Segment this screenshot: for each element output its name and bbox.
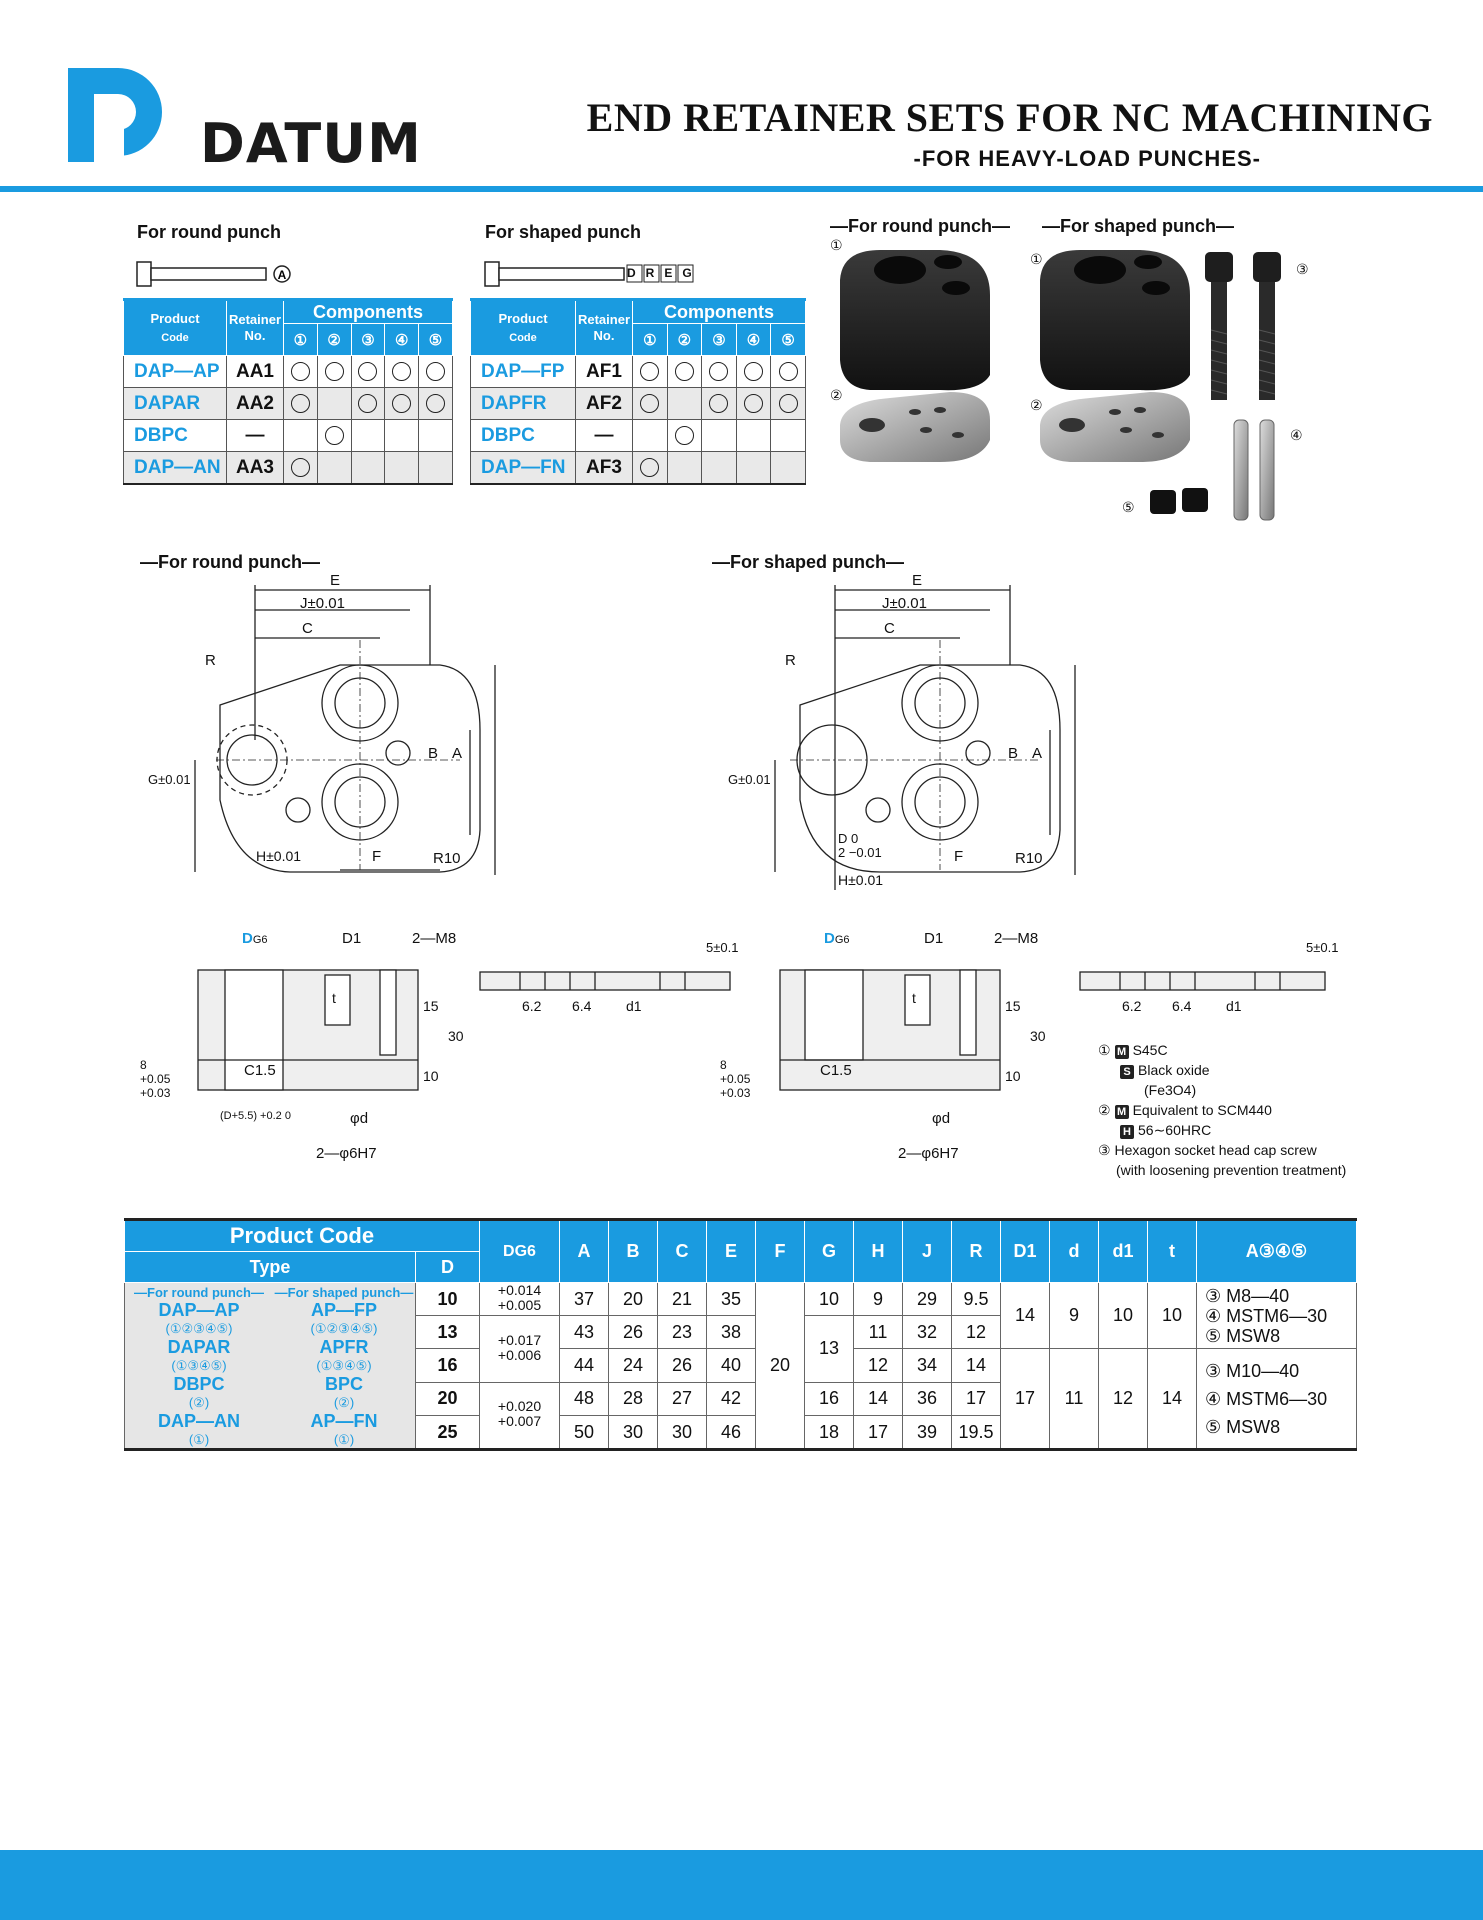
dim-c-round: C <box>302 620 313 637</box>
datum-logo-icon <box>68 68 162 162</box>
dim-8-round: 8 +0.05 +0.03 <box>140 1058 171 1100</box>
dim-64-shaped: 6.4 <box>1172 998 1192 1014</box>
photo-num-2: ② <box>830 388 843 404</box>
b-value: 24 <box>609 1349 658 1382</box>
spec-table <box>124 1218 1357 1451</box>
component-cell <box>736 356 771 388</box>
r-value: 14 <box>952 1349 1001 1382</box>
included-mark <box>325 362 344 381</box>
product-code: DAPFR <box>471 388 576 420</box>
included-mark <box>709 362 728 381</box>
material-notes: ① M S45C S Black oxide (Fe3O4) ② M Equivalent to SCM440 H 56∼60HRC ③ Hexagon socket head cap screw (with loosening prevention treatment) <box>1098 1042 1347 1178</box>
a-value: 37 <box>560 1283 609 1316</box>
included-mark <box>291 362 310 381</box>
component-row <box>124 452 453 485</box>
type-header: Type <box>125 1252 416 1283</box>
dg6-header: DG6 <box>480 1220 560 1283</box>
dim-5-round: 5±0.1 <box>706 940 739 955</box>
component-cell <box>351 388 385 420</box>
dg6-tol: +0.014 +0.005 <box>480 1283 560 1316</box>
dg6-tol: +0.017 +0.006 <box>480 1316 560 1383</box>
f-value: 20 <box>756 1283 805 1450</box>
h-value: 9 <box>854 1283 903 1316</box>
component-cell <box>385 356 419 388</box>
dim-m8-round: 2—M8 <box>412 930 457 947</box>
d-value: 10 <box>416 1283 480 1316</box>
component-row <box>124 356 453 388</box>
dim-c15-shaped: C1.5 <box>820 1062 852 1079</box>
component-cell <box>317 420 351 452</box>
dim-62-round: 6.2 <box>522 998 542 1014</box>
page-title: END RETAINER SETS FOR NC MACHINING <box>586 95 1433 140</box>
j-value: 34 <box>903 1349 952 1382</box>
dim-r10-shaped: R10 <box>1015 850 1043 867</box>
product-code: DAPAR <box>124 388 227 420</box>
shaped-suffix-marks: DREG <box>627 266 702 280</box>
dim-phi6-shaped: 2—φ6H7 <box>898 1145 959 1162</box>
d-value: 20 <box>416 1382 480 1415</box>
component-cell <box>633 420 668 452</box>
round-type-header: —For round punch— <box>134 1285 264 1300</box>
a-value: 44 <box>560 1349 609 1382</box>
retainer-block-shaped-photo <box>1040 250 1190 390</box>
included-mark <box>291 458 310 477</box>
col-b-header: B <box>609 1220 658 1283</box>
col-d1s-header: d1 <box>1099 1220 1148 1283</box>
col-parts-header: A③④⑤ <box>1197 1220 1357 1283</box>
c-value: 27 <box>658 1382 707 1415</box>
r-value: 17 <box>952 1382 1001 1415</box>
retainer-no-header: Retainer No. <box>576 300 633 356</box>
included-mark <box>426 362 445 381</box>
component-row <box>471 452 806 485</box>
included-mark <box>675 426 694 445</box>
b-value: 28 <box>609 1382 658 1415</box>
shaped-type-header: —For shaped punch— <box>274 1285 414 1300</box>
component-cell <box>317 388 351 420</box>
dim-h-round: H±0.01 <box>256 848 302 864</box>
dim-d-shaped: D 0 2 −0.01 <box>838 831 882 860</box>
d1-value: 14 <box>1001 1283 1050 1349</box>
photo-round-label: —For round punch— <box>830 216 1010 236</box>
component-cell <box>771 452 806 485</box>
drawing-round-label: —For round punch— <box>140 552 320 572</box>
component-cell <box>667 420 702 452</box>
dim-64-round: 6.4 <box>572 998 592 1014</box>
component-photos <box>830 240 1310 530</box>
c-value: 26 <box>658 1349 707 1382</box>
dim-j-shaped: J±0.01 <box>882 595 927 612</box>
shaped-components-table <box>470 298 806 485</box>
header-divider <box>0 186 1483 192</box>
b-value: 26 <box>609 1316 658 1349</box>
dim-30-round: 30 <box>448 1028 464 1044</box>
h-value: 17 <box>854 1416 903 1450</box>
b-value: 30 <box>609 1416 658 1450</box>
component-cell <box>419 388 453 420</box>
b-value: 20 <box>609 1283 658 1316</box>
component-cell <box>385 388 419 420</box>
included-mark <box>779 394 798 413</box>
component-cell <box>284 356 318 388</box>
product-code-header: Product Code <box>471 300 576 356</box>
a-value: 48 <box>560 1382 609 1415</box>
component-cell <box>317 356 351 388</box>
type-parts: (①③④⑤) <box>316 1358 372 1373</box>
comp-num: ② <box>667 324 702 356</box>
retainer-no: AA3 <box>227 452 284 485</box>
dd-value: 9 <box>1050 1283 1099 1349</box>
shaped-table-heading: For shaped punch <box>485 222 642 242</box>
included-mark <box>779 362 798 381</box>
col-h-header: H <box>854 1220 903 1283</box>
e-value: 40 <box>707 1349 756 1382</box>
dim-d1-shaped: D1 <box>924 930 944 947</box>
retainer-plate-round-photo <box>840 392 990 462</box>
component-cell <box>771 388 806 420</box>
component-cell <box>667 388 702 420</box>
included-mark <box>744 394 763 413</box>
components-header: Components <box>633 300 806 324</box>
type-parts: (①) <box>188 1432 210 1447</box>
dim-d1p-round: d1 <box>626 998 642 1014</box>
type-code: DAPAR <box>167 1337 231 1357</box>
retainer-no: — <box>576 420 633 452</box>
dim-15-round: 15 <box>423 998 439 1014</box>
component-row <box>471 356 806 388</box>
type-code: DAP—AP <box>158 1300 240 1320</box>
comp-num: ② <box>317 324 351 356</box>
dim-f-round: F <box>372 848 382 865</box>
component-cell <box>351 452 385 485</box>
included-mark <box>358 362 377 381</box>
included-mark <box>392 362 411 381</box>
svg-text:A: A <box>277 268 287 282</box>
component-row <box>124 420 453 452</box>
comp-num: ④ <box>385 324 419 356</box>
comp-num: ① <box>633 324 668 356</box>
component-cell <box>633 356 668 388</box>
component-row <box>124 388 453 420</box>
dim-a-round: A <box>452 745 463 762</box>
dim-t-shaped: t <box>912 990 916 1006</box>
dim-dg6-shaped: DG6 <box>824 930 850 947</box>
e-value: 35 <box>707 1283 756 1316</box>
d1-value: 17 <box>1001 1349 1050 1450</box>
type-code: DBPC <box>173 1374 225 1394</box>
dim-g-round: G±0.01 <box>148 772 191 787</box>
retainer-no-header: Retainer No. <box>227 300 284 356</box>
component-cell <box>317 452 351 485</box>
component-cell <box>702 452 737 485</box>
g-value: 13 <box>805 1316 854 1383</box>
r-value: 12 <box>952 1316 1001 1349</box>
components-header: Components <box>284 300 453 324</box>
component-row <box>471 388 806 420</box>
included-mark <box>392 394 411 413</box>
g-value: 10 <box>805 1283 854 1316</box>
component-cell <box>736 452 771 485</box>
d-header: D <box>416 1252 480 1283</box>
component-cell <box>351 420 385 452</box>
dim-e-round: E <box>330 572 341 589</box>
parts-spec: ③ M10—40 ④ MSTM6—30 ⑤ MSW8 <box>1197 1349 1357 1450</box>
photo-num-2b: ② <box>1030 398 1043 414</box>
dim-t-round: t <box>332 990 336 1006</box>
dim-8-shaped: 8 +0.05 +0.03 <box>720 1058 751 1100</box>
component-cell <box>284 420 318 452</box>
component-cell <box>736 388 771 420</box>
retainer-no: AF3 <box>576 452 633 485</box>
type-code: APFR <box>319 1337 369 1357</box>
dim-h-shaped: H±0.01 <box>838 872 884 888</box>
h-value: 11 <box>854 1316 903 1349</box>
j-value: 29 <box>903 1283 952 1316</box>
e-value: 42 <box>707 1382 756 1415</box>
col-j-header: J <box>903 1220 952 1283</box>
type-parts: (②) <box>333 1395 355 1410</box>
round-table-heading: For round punch <box>137 222 281 242</box>
component-cell <box>702 356 737 388</box>
d-value: 16 <box>416 1349 480 1382</box>
dim-r-round: R <box>205 652 216 669</box>
dim-phid-shaped: φd <box>932 1110 951 1127</box>
component-cell <box>667 356 702 388</box>
component-cell <box>419 420 453 452</box>
product-code: DAP—FN <box>471 452 576 485</box>
retainer-no: — <box>227 420 284 452</box>
d1s-value: 12 <box>1099 1349 1148 1450</box>
component-cell <box>419 356 453 388</box>
dim-a-shaped: A <box>1032 745 1043 762</box>
dim-10-shaped: 10 <box>1005 1068 1021 1084</box>
type-code: DAP—AN <box>157 1411 240 1431</box>
included-mark <box>744 362 763 381</box>
dim-62-shaped: 6.2 <box>1122 998 1142 1014</box>
included-mark <box>640 458 659 477</box>
included-mark <box>675 362 694 381</box>
comp-num: ⑤ <box>419 324 453 356</box>
component-cell <box>284 388 318 420</box>
product-code: DBPC <box>471 420 576 452</box>
h-value: 12 <box>854 1349 903 1382</box>
d1s-value: 10 <box>1099 1283 1148 1349</box>
t-value: 14 <box>1148 1349 1197 1450</box>
e-value: 38 <box>707 1316 756 1349</box>
c-value: 23 <box>658 1316 707 1349</box>
dim-r10-round: R10 <box>433 850 461 867</box>
dim-c-shaped: C <box>884 620 895 637</box>
r-value: 19.5 <box>952 1416 1001 1450</box>
col-f-header: F <box>756 1220 805 1283</box>
dim-f-shaped: F <box>954 848 964 865</box>
cap-screw-photo <box>1205 252 1281 400</box>
component-cell <box>351 356 385 388</box>
retainer-no: AA2 <box>227 388 284 420</box>
dim-j-round: J±0.01 <box>300 595 345 612</box>
included-mark <box>291 394 310 413</box>
type-code: AP—FP <box>310 1300 377 1320</box>
comp-num: ④ <box>736 324 771 356</box>
j-value: 32 <box>903 1316 952 1349</box>
comp-num: ① <box>284 324 318 356</box>
j-value: 36 <box>903 1382 952 1415</box>
col-c-header: C <box>658 1220 707 1283</box>
e-value: 46 <box>707 1416 756 1450</box>
component-row <box>471 420 806 452</box>
col-d1-header: D1 <box>1001 1220 1050 1283</box>
retainer-plate-shaped-photo <box>1040 392 1190 462</box>
type-parts: (①②③④⑤) <box>165 1321 233 1336</box>
col-d-header: d <box>1050 1220 1099 1283</box>
col-a-header: A <box>560 1220 609 1283</box>
drawing-shaped-label: —For shaped punch— <box>712 552 905 572</box>
d-value: 25 <box>416 1416 480 1450</box>
dowel-pin-photo <box>1234 420 1274 520</box>
parts-spec: ③ M8—40 ④ MSTM6—30 ⑤ MSW8 <box>1197 1283 1357 1349</box>
a-value: 43 <box>560 1316 609 1349</box>
product-code: DAP—AP <box>124 356 227 388</box>
j-value: 39 <box>903 1416 952 1450</box>
page-subtitle: -FOR HEAVY-LOAD PUNCHES- <box>913 146 1261 171</box>
included-mark <box>358 394 377 413</box>
set-screw-photo <box>1150 488 1208 514</box>
d-value: 13 <box>416 1316 480 1349</box>
dim-5-shaped: 5±0.1 <box>1306 940 1339 955</box>
retainer-no: AF1 <box>576 356 633 388</box>
photo-num-5: ⑤ <box>1122 500 1135 516</box>
dim-c15-round: C1.5 <box>244 1062 276 1079</box>
component-cell <box>771 420 806 452</box>
col-e-header: E <box>707 1220 756 1283</box>
dim-d55-round: (D+5.5) +0.2 0 <box>220 1110 291 1122</box>
dim-b-round: B <box>428 745 439 762</box>
type-parts: (①③④⑤) <box>171 1358 227 1373</box>
dim-b-shaped: B <box>1008 745 1019 762</box>
r-value: 9.5 <box>952 1283 1001 1316</box>
included-mark <box>325 426 344 445</box>
round-punch-icon <box>136 260 296 290</box>
photo-num-4: ④ <box>1290 428 1303 444</box>
retainer-block-round-photo <box>840 250 990 390</box>
component-cell <box>736 420 771 452</box>
retainer-no: AA1 <box>227 356 284 388</box>
included-mark <box>709 394 728 413</box>
t-value: 10 <box>1148 1283 1197 1349</box>
component-cell <box>702 420 737 452</box>
dd-value: 11 <box>1050 1349 1099 1450</box>
included-mark <box>426 394 445 413</box>
photo-num-3: ③ <box>1296 262 1309 278</box>
component-cell <box>385 452 419 485</box>
product-code: DAP—FP <box>471 356 576 388</box>
dim-d1p-shaped: d1 <box>1226 998 1242 1014</box>
dim-m8-shaped: 2—M8 <box>994 930 1039 947</box>
component-cell <box>702 388 737 420</box>
dg6-tol: +0.020 +0.007 <box>480 1382 560 1449</box>
type-cell <box>125 1283 416 1450</box>
dim-dg6-round: DG6 <box>242 930 268 947</box>
dim-phi6-round: 2—φ6H7 <box>316 1145 377 1162</box>
dim-phid-round: φd <box>350 1110 369 1127</box>
col-t-header: t <box>1148 1220 1197 1283</box>
dim-30-shaped: 30 <box>1030 1028 1046 1044</box>
type-parts: (①②③④⑤) <box>310 1321 378 1336</box>
photo-num-1: ① <box>830 238 843 254</box>
comp-num: ③ <box>351 324 385 356</box>
a-value: 50 <box>560 1416 609 1450</box>
type-parts: (②) <box>188 1395 210 1410</box>
comp-num: ③ <box>702 324 737 356</box>
dim-e-shaped: E <box>912 572 923 589</box>
comp-num: ⑤ <box>771 324 806 356</box>
product-code-header: Product Code <box>125 1220 480 1252</box>
c-value: 30 <box>658 1416 707 1450</box>
component-cell <box>385 420 419 452</box>
component-cell <box>284 452 318 485</box>
h-value: 14 <box>854 1382 903 1415</box>
product-code: DAP—AN <box>124 452 227 485</box>
type-code: AP—FN <box>310 1411 378 1431</box>
c-value: 21 <box>658 1283 707 1316</box>
dim-15-shaped: 15 <box>1005 998 1021 1014</box>
col-r-header: R <box>952 1220 1001 1283</box>
component-cell <box>667 452 702 485</box>
col-g-header: G <box>805 1220 854 1283</box>
product-code: DBPC <box>124 420 227 452</box>
g-value: 16 <box>805 1382 854 1415</box>
type-parts: (①) <box>333 1432 355 1447</box>
brand-name: DATUM <box>200 112 422 175</box>
photo-shaped-label: —For shaped punch— <box>1042 216 1235 236</box>
type-code: BPC <box>324 1374 363 1394</box>
dim-r-shaped: R <box>785 652 796 669</box>
component-cell <box>633 388 668 420</box>
included-mark <box>640 394 659 413</box>
dim-g-shaped: G±0.01 <box>728 772 771 787</box>
g-value: 18 <box>805 1416 854 1450</box>
component-cell <box>771 356 806 388</box>
component-cell <box>419 452 453 485</box>
footer-bar <box>0 1850 1483 1920</box>
dim-d1-round: D1 <box>342 930 362 947</box>
included-mark <box>640 362 659 381</box>
retainer-no: AF2 <box>576 388 633 420</box>
photo-num-1b: ① <box>1030 252 1043 268</box>
dim-10-round: 10 <box>423 1068 439 1084</box>
component-cell <box>633 452 668 485</box>
round-components-table <box>123 298 453 485</box>
product-code-header: Product Code <box>124 300 227 356</box>
